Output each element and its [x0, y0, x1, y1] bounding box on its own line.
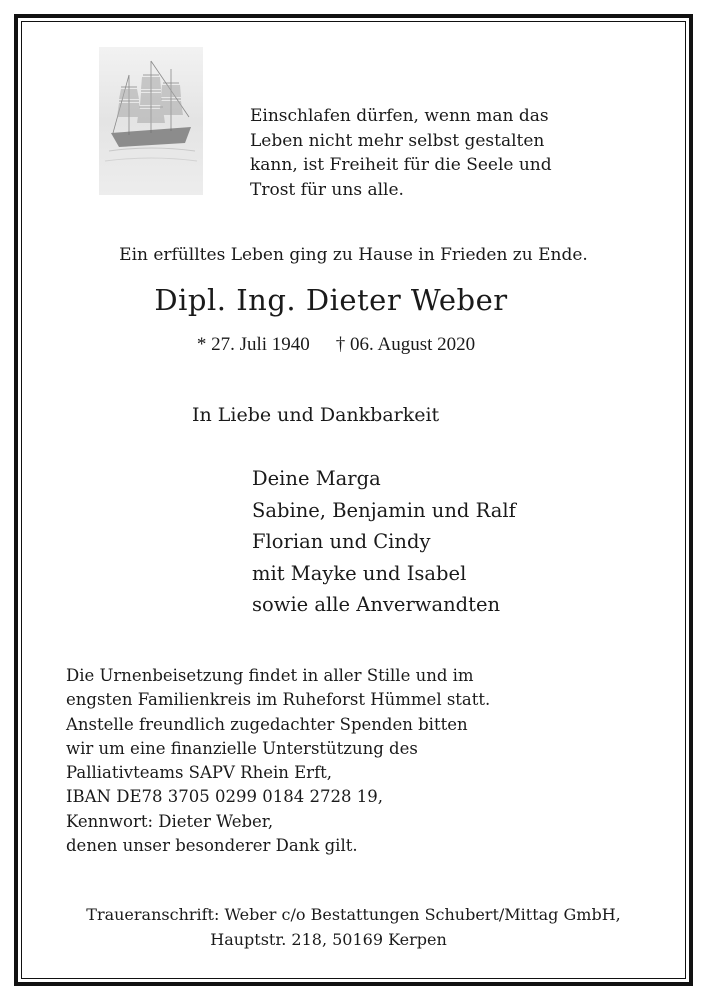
notice-line: IBAN DE78 3705 0299 0184 2728 19,	[66, 787, 383, 807]
burial-notice	[66, 664, 490, 858]
deceased-name: Dipl. Ing. Dieter Weber	[154, 283, 508, 317]
birth-date: * 27. Juli 1940	[196, 334, 310, 355]
notice-line: Palliativteams SAPV Rhein Erft,	[66, 763, 333, 783]
poem	[250, 104, 610, 202]
poem-line: Leben nicht mehr selbst gestalten	[250, 130, 545, 151]
life-dates	[0, 334, 672, 356]
poem-line: kann, ist Freiheit für die Seele und	[250, 155, 552, 175]
notice-line: engsten Familienkreis im Ruheforst Hümmel statt.	[66, 690, 491, 710]
death-date: † 06. August 2020	[335, 334, 476, 355]
poem-line: Trost für uns alle.	[250, 179, 404, 200]
notice-line: Die Urnenbeisetzung findet in aller Stille und im	[66, 666, 474, 685]
intro-text: Ein erfülltes Leben ging zu Hause in Frieden zu Ende.	[119, 245, 588, 265]
notice-line: denen unser besonderer Dank gilt.	[66, 836, 358, 856]
notice-line: Kennwort: Dieter Weber,	[66, 811, 274, 831]
family-line: Florian und Cindy	[252, 530, 431, 553]
notice-line: wir um eine finanzielle Unterstützung des	[66, 738, 418, 758]
family-list	[252, 463, 516, 621]
family-line: mit Mayke und Isabel	[252, 561, 467, 585]
mourning-address-line1: Traueranschrift: Weber c/o Bestattungen Schubert/Mittag GmbH,	[86, 905, 621, 924]
family-line: sowie alle Anverwandten	[252, 593, 501, 616]
family-line: Deine Marga	[252, 467, 381, 490]
mourning-address-line2: Hauptstr. 218, 50169 Kerpen	[210, 930, 447, 949]
dedication: In Liebe und Dankbarkeit	[192, 404, 440, 426]
family-line: Sabine, Benjamin und Ralf	[252, 498, 516, 522]
poem-line: Einschlafen dürfen, wenn man das	[250, 106, 549, 126]
sailing-ship-illustration	[99, 47, 203, 195]
notice-line: Anstelle freundlich zugedachter Spenden bitten	[66, 714, 468, 734]
